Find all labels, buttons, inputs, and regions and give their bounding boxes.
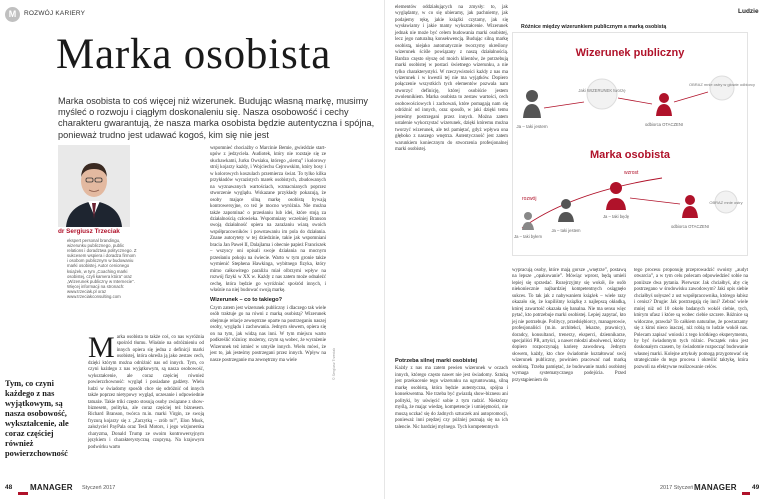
issue-date-left: Styczeń 2017 [82,485,116,491]
wizerunek-diagram [516,76,755,129]
label-obraz-2: OBRAZ mnie ostry [709,200,743,205]
footer-accent-bar [18,492,28,495]
arrow-line [544,102,584,108]
author-bio: ekspert personal brandingu, wizerunku publicznego, public relations i doradztwa politycznego. Z sukcesem wspiera i doradza firmom i osobom publicznym w budowaniu marki osobistej. Autor cenionego książek, w tym „Coaching marki osobistej, czyli kamera która” oraz „Wizerunek publiczny w Internecie”. Więcej informacji na stronach: www.trzeciak.pl oraz www.trzeciakconsulting.com [67,238,137,300]
body-text: Każdy z nas ma zatem pewien wizerunek w oczach innych, którego często nawet nie jest świadomy. Sztuką jest przekucenie tego wizerunku na ugruntowaną, silną markę osobistą, która będzie autentyczna, spójna i konsekwentna. Nie trzeba być gwiazdą show-biznesu ani polityki, by uświęcić sobie z tym radzić. Niektórzy myślą, że mając wiedzę, kompetencje i umiejętności, nie muszą uczkać się do żadnych sztuczek ani autopromocji, ponieważ inni prędzej czy później poznają się na ich talencie. Nic bardziej mylnego. Tych kompetentnych [395,366,508,430]
photo-credit: © Sergiusz Trzeciak [332,347,336,380]
publication-name-right: MANAGER [694,483,737,492]
page-number-right: 49 [752,484,760,491]
audience-icon [682,195,698,218]
footer-accent-bar [742,492,750,495]
body-text: wypracują osoby, które mają gorsze „wnętrze”, postawą na lepsze „opakowanie”. Mówiąc wprost, będą umieli lepiej się sprzedać. Rozejrzyjmy się wokół, ile osób niekoniecznie najbardziej kompetentnych osiągnęło sukces. To tak jak z nabywaniem książek – wiele razy okazało się, że kupiliśmy książkę z najlepszą okładką, której zawartość okazała się banalna. Nie ma sensu więc pytać, kto potrzebuje marki osobistej. Lepiej zapytać, kto jej nie potrzebuje. Politycy, przedsiębiorcy, managerowie, profesjonaliści (m.in. architekci, lekarze, prawnicy), doradcy, konsultanci, trenerzy, eksperci, dziennikarze, specjaliści PR, artyści, a nawet młodzi absolwenci, którzy dopiero rozpoczynają karierę zawodową. Jednym słowem, każdy, kto chce świadomie kształtować swój wizerunek publiczny, powinien pracować nad marką osobistą. Trzeba pamiętać, że budowanie marki osobistej wymaga systematycznego podejścia. Przed przystąpieniem do [512,268,626,383]
arrow-line [630,198,680,204]
audience-icon [656,93,672,116]
body-column-4 [395,355,508,431]
label-rozwoj: rozwój [522,196,537,202]
growth-curve [522,178,662,228]
spread-divider [384,0,385,499]
person-medium-icon [558,199,574,222]
body-column-5 [512,268,626,384]
body-text: tego procesu proponuję przeprowadzić swoisty „audyt otwarcia”, a w tym celu polecam odpowiedzieć sobie na poniższe dwa pytania. Pierwsze: Jak chciałbyś, aby cię postrzegano w środowisku zawodowym? Jaki opis siebie chciałbyś usłyszeć z ust współpracownika, którego łabisz i cenisz? Drugie: Jak postrzegają cię inni? Zebrać wiele mniej niż od 10 około badanych wokół ciebie, tych, którym ufasz i które są wobec ciebie szczere. Różnice są widoczne, prawda? To całkiem naturalne, że powtarzamy się z kimś nieco inaczej, niż robią to ludzie wokół nas. Polecam zapisać wnioski z tego krótkiego eksperymentu, by być świadomym tych różnic. Początek roku jest doskonałym czasem, by świadomie rozpocząć budowanie własnej marki. Kolejne artykuły pomogą przygotować się strategicznie do tego procesu i określić taktykę, która pozwoli na efektywne realizowanie celów. [634,268,748,370]
author-name: dr Sergiusz Trzeciak [58,228,120,235]
body-text: elementów oddziałujących na zmysły: to, jak wyglądamy, w co się ubieramy, jak pachniemy, jak podajemy rękę, jakie książki czytamy, jak się wysławiamy i jakie mamy wykształcenie. Wizerunek jednak nie może być celem budowania marki osobistej, lecz jego naturalną konsekwencją. Budując silną markę osobistą, niejako automatycznie tworzymy określony wizerunek ściśle powiązany z naszą działalnością. Bardzo często słyszę od moich klientów, że potrzebują marki osobistej w postaci świetnego wizerunku, a nie tylko charakterystyki. W rzeczywistości każdy z nas ma wizerunek i w kwestii tej nie ma wyjątków. Dopiero połączenie wszystkich tych elementów pozwala nam stworzyć definicję, której osobiście jestem zwolennikiem. Marka osobista to zestaw wartości, cech osobowościowych i zachowań, które pomagają nam się odróżnić od innych, oraz sposób, w jaki dzięki temu jesteśmy postrzegani przez innych. Można zatem ustalenie wykorzystać wizerunek, dzięki któremu można tworzyć wizerunek, ale też pamiętać, gdyż wpływa ona głęboko z naszego wnętrza. Autentyczność jest zatem warunkiem koniecznym do stworzenia profesjonalnej marki osobistej. [395,5,508,152]
label-odbiorca: odbiorca OTACZENI [644,122,684,127]
drop-cap: M [88,331,115,364]
publication-name-left: MANAGER [30,483,73,492]
marka-diagram [514,170,743,239]
person-large-icon [606,182,626,210]
magazine-logo-icon: M [5,7,20,22]
label-ja-jestem: Ja – taki jestem [551,228,581,233]
label-ja-bede: Ja – taki będę [602,214,630,219]
brand-diagram [512,32,756,256]
label-jaki-wizerunek: Jaki WIZERUNEK tworzę [578,88,626,93]
label-ja-bylem: Ja – taki byłem [514,234,542,239]
arrow-line [674,92,708,102]
arrow-line [618,98,652,104]
body-column-2 [210,146,326,364]
author-portrait-icon [58,145,130,227]
article-lead: Marka osobista to coś więcej niż wizerunek. Budując własną markę, musimy myśleć o rozwoju i ciągłym doskonaleniu się. Nasza osobowość i cechy charakteru gwarantują, że nasza marka osobista będzie autentyczna i spójna, ponieważ trudno jest udawać kogoś, kim się nie jest [58,96,375,140]
subheading: Wizerunek – co to takiego? [210,297,283,304]
body-column-6 [634,268,748,371]
author-photo [58,145,130,227]
diagram-middle-title: Marka osobista [589,149,671,161]
body-text: Czym zatem jest wizerunek publiczny i dlaczego tak wiele osób traktuje go na równi z marką osobistą? Wizerunek obejmuje relacje zewnętrzne oparte na postrzeganiu naszej osoby, wyglądu i zachowania. Jednym słowem, opiera się on na tym, jak widzą nas inni. W tym miejscu warto podkreślić różnicę: możemy, czym są wobec, że wyrażenie Wizerunek też istnieć w umyśle innych. Wielu mówi, że jest to, jak jesteśmy postrzegani przez innych. Wpływ na nasze postrzeganie ma zewnętrzny ma wiele [210,305,326,363]
body-text: arka osobista to także coś, co nas wyróżnia spośród tłumu. Właśnie na odróżnieniu od innych opiera się jedna z definicji marki osobistej, która określa ją jako zestaw cech, dzięki którym można odróżnić nas od innych. Tym, co czyni każdego z nas wyjątkowym, są nasza osobowość, wykształcenie, ale coraz częściej również powierzchowność: wygląd i posiadane gadżety. Wielu ludzi w świadomy sposób chce się odróżnić od innych także poprzez nietypowy wygląd, uczesanie i odpowiednie tatuaże. Takie triki często stosują osoby związane z show-biznesem, polityka, ale coraz częściej też biznesem. Richard Branson, twórca m.in. marki Virgin, ze swoją fryzurą kojarzy się z „Zarzytką – zrób to!”, Elon Musk, założyciel PayPala oraz Tesli Motors, i jego wizjonerska charyzma, Donald Trump ze swoim kontrowersyjnym językiem i charakterystyczną czupryną. Na krajowym podwórku warto [88,335,204,450]
diagram-top-title: Wizerunek publiczny [575,47,685,59]
section-label-right: Ludzie [738,8,759,15]
wizerunek-circle [587,79,617,109]
issue-date-right: 2017 Styczeń [660,485,694,491]
body-column-3 [395,5,508,153]
infobox-title: Różnice między wizerunkiem publicznym a marką osobistą [518,24,669,30]
label-wzrost: wzrost [624,170,639,176]
article-title: Marka osobista [56,31,332,78]
body-text: wspomnieć chociażby o Marcinie Bemie, gwieździe start-upów z jedzyciela. Audiotek, który nie rozstaje się ze słuchawkami, Jurku Owsiaku, którego „sierną” i kolorowy strój kojarzy każdy, i Wojciechu Cejrowskim, który bosy i w kolorowych koszulach przemierza świat. To tylko kilka przykładów wyrazistych marek osobistych, zbudowanych na wyznawanych wartościach, wzmacnianych poprzez stworzenie wyglądu. Wskazane przykłady pokazują, że osoby mające silną markę osobistą bywają kontrowersyjne, co też je mocno wyróżnia. Nie można także zapominać o przesłaniu lub idei, które stoją za działalnością człowieka. Wspomniany wcześniej Branson swoją działalność opiera na zarażaniu wiarą swoich współpracowników i powstawaniu im pola do działania. Znane autorytety w tej dziedzinie, takie jak wspomniani bracia Jan Paweł II, Dalajlama i obecnie papież Franciszek – wszyscy oni opisali swoje działania na mocnym przesłaniu pokoju na świecie. Warto w tym gronie także wymienić Stephena Hawkinga, wybitnego fizyka, który mimo całkowitego paraliżu miał olbrzymi wpływ na rozwój fizyki w XX w. Każdy z nas zatem może odnaleźć cechę, która będzie go wyróżniać spośród innych, i właśnie na niej budować swoją markę. [210,146,326,293]
section-label: ROZWÓJ KARIERY [24,10,86,17]
obraz-circle [710,76,734,100]
label-ja: Ja – taki jestem [516,124,548,129]
label-obraz: OBRAZ mnie ostry w głowie odbiorcy [688,82,756,87]
subheading: Potrzeba silnej marki osobistej [395,358,478,364]
person-icon [523,90,541,118]
pull-quote: Tym, co czyni każdego z nas wyjątkowym, są nasza osobowość, wykształcenie, ale coraz częściej również powierzchowność [5,379,69,458]
page-number-left: 48 [5,484,13,491]
body-column-1 [88,331,204,451]
label-odbiorca-2: odbiorca OTACZENI [670,224,710,229]
